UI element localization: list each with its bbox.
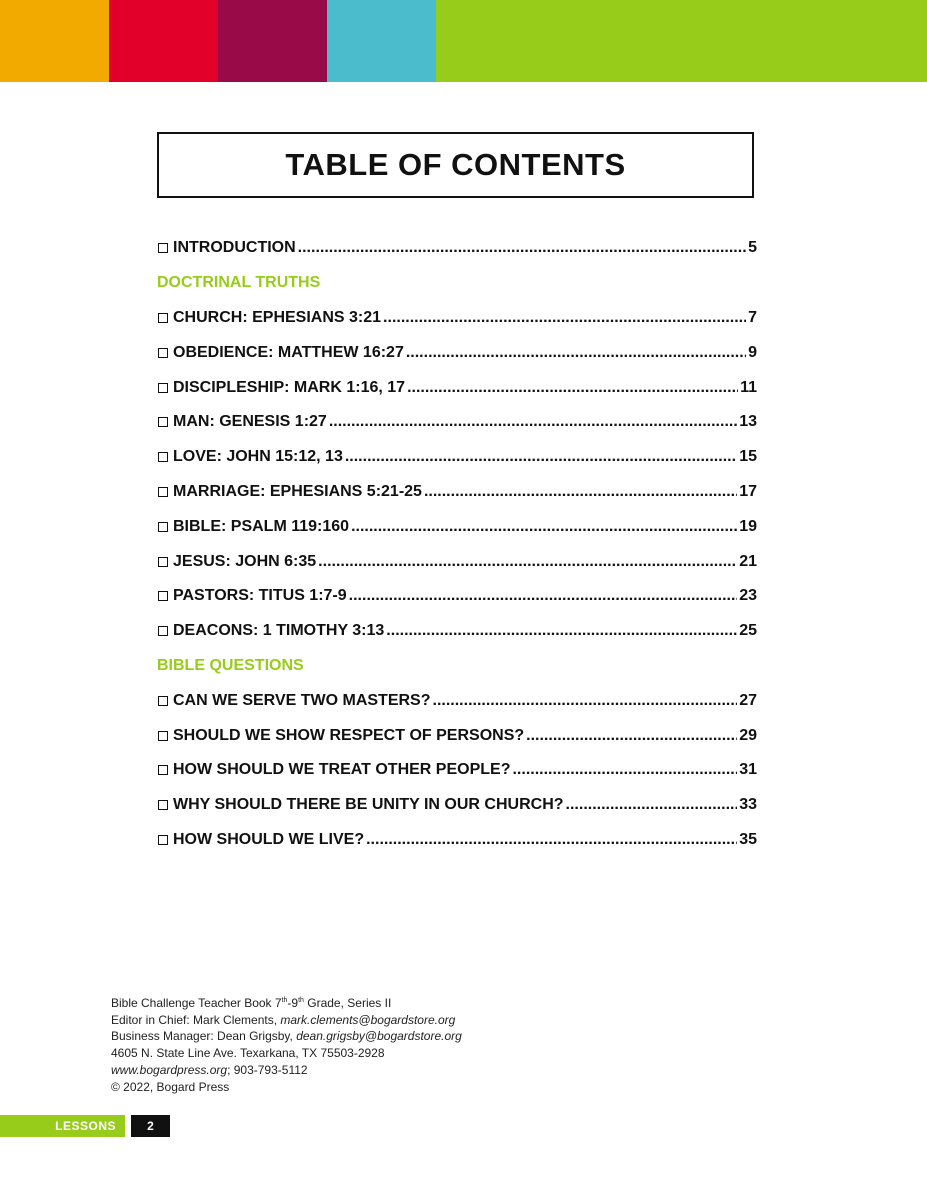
section-heading: BIBLE QUESTIONS [157, 656, 304, 674]
entry-label: WHY SHOULD THERE BE UNITY IN OUR CHURCH? [173, 796, 564, 814]
entry-label: HOW SHOULD WE LIVE? [173, 830, 365, 848]
dot-leader [512, 761, 737, 779]
manager-line: Business Manager: Dean Grigsby, dean.grigsby@bogardstore.org [111, 1029, 462, 1044]
manager-email: dean.grigsby@bogardstore.org [296, 1029, 462, 1044]
entry-page: 29 [739, 726, 757, 744]
color-stripe-header [0, 0, 927, 82]
dot-leader [433, 692, 738, 710]
checkbox-icon [158, 452, 168, 462]
toc-entry [157, 614, 757, 649]
toc-entry [157, 231, 757, 266]
toc-entry [157, 788, 757, 823]
toc-entry [157, 335, 757, 370]
checkbox-icon [158, 800, 168, 810]
toc-entry [157, 475, 757, 510]
maroon-block [218, 0, 327, 82]
address-line: 4605 N. State Line Ave. Texarkana, TX 75503-2928 [111, 1046, 385, 1061]
entry-label: CHURCH: EPHESIANS 3:21 [173, 308, 382, 326]
checkbox-icon [158, 626, 168, 636]
checkbox-icon [158, 591, 168, 601]
copyright-line: © 2022, Bogard Press [111, 1079, 230, 1094]
entry-label: DEACONS: 1 TIMOTHY 3:13 [173, 622, 385, 640]
entry-label: DISCIPLESHIP: MARK 1:16, 17 [173, 378, 406, 396]
entry-label: HOW SHOULD WE TREAT OTHER PEOPLE? [173, 761, 511, 779]
checkbox-icon [158, 696, 168, 706]
page-number: 2 [131, 1115, 170, 1137]
entry-page: 5 [748, 239, 757, 257]
entry-label: MARRIAGE: EPHESIANS 5:21-25 [173, 482, 422, 500]
entry-page: 15 [739, 448, 757, 466]
entry-label: PASTORS: TITUS 1:7-9 [173, 587, 347, 605]
entry-page: 21 [739, 552, 757, 570]
table-of-contents [157, 231, 757, 857]
toc-entry [157, 579, 757, 614]
dot-leader [383, 309, 746, 327]
editor-line: Editor in Chief: Mark Clements, mark.clements@bogardstore.org [111, 1012, 456, 1027]
dot-leader [349, 587, 738, 605]
section-tab: LESSONS [0, 1115, 125, 1137]
toc-entry [157, 753, 757, 788]
toc-entry [157, 440, 757, 475]
entry-page: 27 [739, 691, 757, 709]
entry-label: INTRODUCTION [173, 239, 296, 257]
entry-label: LOVE: JOHN 15:12, 13 [173, 448, 343, 466]
dot-leader [298, 239, 746, 257]
editor-email: mark.clements@bogardstore.org [280, 1012, 456, 1027]
checkbox-icon [158, 243, 168, 253]
red-block [109, 0, 218, 82]
toc-entry [157, 301, 757, 336]
section-heading: DOCTRINAL TRUTHS [157, 274, 321, 292]
website: www.bogardpress.org [111, 1062, 228, 1077]
entry-label: JESUS: JOHN 6:35 [173, 552, 317, 570]
entry-page: 31 [739, 761, 757, 779]
entry-label: SHOULD WE SHOW RESPECT OF PERSONS? [173, 726, 525, 744]
checkbox-icon [158, 417, 168, 427]
entry-page: 17 [739, 482, 757, 500]
toc-entry [157, 544, 757, 579]
checkbox-icon [158, 383, 168, 393]
green-block [436, 0, 927, 82]
checkbox-icon [158, 835, 168, 845]
toc-entry [157, 683, 757, 718]
dot-leader [386, 622, 737, 640]
dot-leader [329, 413, 737, 431]
dot-leader [566, 796, 738, 814]
entry-label: MAN: GENESIS 1:27 [173, 413, 327, 431]
entry-page: 33 [739, 796, 757, 814]
entry-page: 11 [740, 378, 757, 396]
dot-leader [318, 553, 737, 571]
entry-page: 13 [739, 413, 757, 431]
dot-leader [406, 344, 746, 362]
dot-leader [424, 483, 737, 501]
checkbox-icon [158, 557, 168, 567]
entry-page: 23 [739, 587, 757, 605]
entry-page: 25 [739, 622, 757, 640]
toc-entry [157, 370, 757, 405]
checkbox-icon [158, 731, 168, 741]
entry-page: 9 [748, 343, 757, 361]
book-line: Bible Challenge Teacher Book 7th-9th Grade, Series II [111, 996, 392, 1010]
toc-entry [157, 405, 757, 440]
checkbox-icon [158, 487, 168, 497]
checkbox-icon [158, 348, 168, 358]
dot-leader [351, 518, 737, 536]
checkbox-icon [158, 765, 168, 775]
checkbox-icon [158, 522, 168, 532]
dot-leader [345, 448, 737, 466]
entry-label: BIBLE: PSALM 119:160 [173, 517, 350, 535]
entry-page: 19 [739, 517, 757, 535]
page-title: TABLE OF CONTENTS [285, 147, 626, 182]
dot-leader [366, 831, 737, 849]
dot-leader [526, 727, 737, 745]
toc-entry [157, 823, 757, 858]
entry-page: 35 [739, 830, 757, 848]
toc-entry [157, 509, 757, 544]
entry-label: CAN WE SERVE TWO MASTERS? [173, 691, 431, 709]
orange-block [0, 0, 109, 82]
checkbox-icon [158, 313, 168, 323]
toc-entry [157, 718, 757, 753]
cyan-block [327, 0, 436, 82]
credits-block [111, 993, 462, 1095]
title-box [157, 132, 754, 198]
entry-label: OBEDIENCE: MATTHEW 16:27 [173, 343, 404, 361]
entry-page: 7 [748, 308, 757, 326]
website-line: www.bogardpress.org; 903-793-5112 [111, 1062, 308, 1077]
dot-leader [407, 379, 738, 397]
